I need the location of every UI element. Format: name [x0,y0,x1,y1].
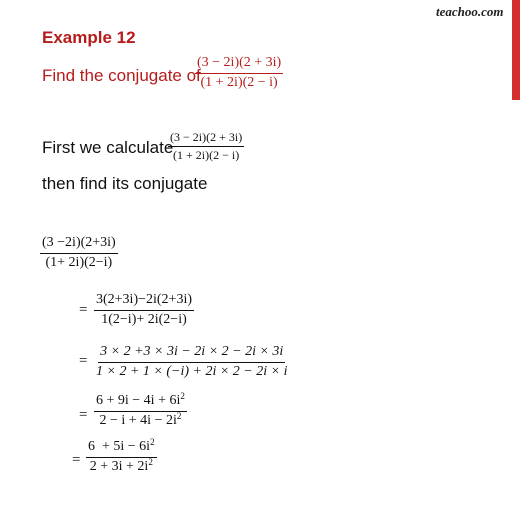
step-3-numerator-text: 6 + 9i − 4i + 6i [96,393,181,408]
step-fraction-0 [40,236,118,270]
intro-line-1: First we calculate [42,138,174,157]
question-prefix: Find the conjugate of [42,66,201,85]
intro-fraction [168,131,244,161]
step-3-denominator [98,412,184,429]
step-3-equals: = [79,407,88,423]
step-3-numerator-exponent: 2 [180,391,185,401]
step-2-equals: = [79,353,88,369]
step-fraction-1 [94,293,194,327]
step-fraction-2 [94,345,289,379]
step-1-equals: = [79,302,88,318]
step-3-denominator-text: 2 − i + 4i − 2i [99,412,177,428]
intro-numerator: (3 − 2i)(2 + 3i) [168,131,244,147]
step-4-denominator-exponent: 2 [148,456,153,467]
intro-denominator: (1 + 2i)(2 − i) [173,147,240,162]
step-fraction-3 [94,391,187,428]
question-numerator: (3 − 2i)(2 + 3i) [195,56,283,74]
step-4-denominator-text: 2 + 3i + 2i [89,458,149,474]
step-0-numerator: (3 −2i)(2+3i) [40,236,118,254]
teachoo-logo: teachoo.com [436,4,504,19]
intro-line-2: then find its conjugate [42,174,208,193]
step-4-numerator [86,437,157,458]
step-fraction-4 [86,437,157,474]
step-4-denominator [88,458,155,475]
step-3-denominator-exponent: 2 [176,410,182,421]
step-3-numerator [94,391,187,412]
question-fraction [195,56,283,90]
step-4-numerator-exponent: 2 [150,437,155,447]
step-0-denominator: (1+ 2i)(2−i) [45,254,113,270]
step-2-denominator: 1 × 2 + 1 × (−i) + 2i × 2 − 2i × i [96,363,288,379]
step-1-denominator: 1(2−i)+ 2i(2−i) [101,311,187,327]
step-2-numerator: 3 × 2 +3 × 3i − 2i × 2 − 2i × 3i [98,345,285,363]
step-1-numerator: 3(2+3i)−2i(2+3i) [94,293,194,311]
step-4-equals: = [72,452,81,468]
example-title: Example 12 [42,28,136,47]
question-denominator: (1 + 2i)(2 − i) [200,74,278,90]
accent-bar [512,0,520,100]
step-4-numerator-text: 6 + 5i − 6i [88,439,151,454]
